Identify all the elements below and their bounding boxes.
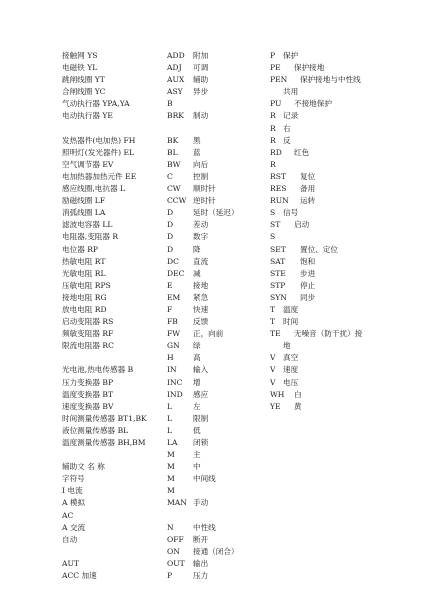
abbrev-code: CW xyxy=(167,184,181,194)
abbrev-code: R xyxy=(270,135,276,145)
term-line: 光电池,热电传感器 B xyxy=(62,365,134,375)
term-line: 电磁铁 YL xyxy=(62,63,98,73)
term-line: 压敏电阻 RPS xyxy=(62,280,111,290)
abbrev-line xyxy=(167,328,263,340)
abbrev-code: P xyxy=(270,51,276,60)
abbrev-meaning: 感应 xyxy=(193,389,209,399)
abbrev-code: RST xyxy=(270,171,286,181)
term-line: 跳闸线圈 YT xyxy=(62,75,105,85)
term-line: 速度变换器 BV xyxy=(62,401,114,411)
abbrev-line xyxy=(167,219,263,231)
abbrev-code: N xyxy=(167,522,174,532)
abbrev-line xyxy=(167,364,263,376)
abbrev-meaning: 控制 xyxy=(193,171,209,181)
term-line: 接地电阻 RG xyxy=(62,292,107,302)
abbrev-code: ASY xyxy=(167,87,183,97)
abbrev-line xyxy=(167,413,263,425)
abbrev-code: IND xyxy=(167,389,183,399)
term-line: 消弧线圈 LA xyxy=(62,208,106,218)
abbrev-line xyxy=(270,98,390,110)
abbrev-code: GN xyxy=(167,341,180,351)
abbrev-line xyxy=(167,377,263,389)
abbrev-code: IN xyxy=(167,365,177,375)
abbrev-code: H xyxy=(167,353,174,363)
term-line: 电位器 RP xyxy=(62,244,99,254)
term-line: 放电电阻 RD xyxy=(62,304,107,314)
abbrev-code: D xyxy=(167,208,174,218)
abbrev-meaning: 紧急 xyxy=(193,292,209,302)
abbrev-line xyxy=(167,437,263,449)
term-line: 电动执行器 YE xyxy=(62,111,113,121)
abbrev-line xyxy=(270,50,390,62)
abbrev-code: E xyxy=(167,280,173,290)
term-line xyxy=(62,449,162,461)
abbrev-code: L xyxy=(167,425,173,435)
abbrev-meaning: 记录 xyxy=(283,111,299,121)
abbrev-meaning: 降 xyxy=(193,244,201,254)
term-line: 温度变换器 BT xyxy=(62,389,114,399)
abbrev-meaning: 黑 xyxy=(193,135,201,145)
term-line: 字符号 xyxy=(62,474,85,484)
abbrev-meaning: 断开 xyxy=(193,534,209,544)
abbrev-meaning: 反 xyxy=(283,135,291,145)
abbrev-line xyxy=(167,86,263,98)
abbrev-line xyxy=(270,389,390,401)
abbrev-meaning: 保护接地与中性线 xyxy=(300,75,361,85)
abbrev-meaning: 高 xyxy=(193,353,201,363)
abbrev-code: ADD xyxy=(167,51,185,60)
abbrev-code: P xyxy=(167,571,173,581)
abbrev-code: R xyxy=(270,159,276,169)
abbrev-line xyxy=(167,207,263,219)
term-line: 热敏电阻 RT xyxy=(62,256,106,266)
abbrev-meaning: 辅助 xyxy=(193,75,209,85)
abbrev-meaning: 低 xyxy=(193,425,201,435)
abbrev-line xyxy=(270,328,390,340)
abbrev-meaning: 左 xyxy=(193,401,201,411)
term-line: 电阻器,变阻器 R xyxy=(62,232,119,242)
term-line: 气动执行器 YPA,YA xyxy=(62,99,130,109)
abbrev-code: OUT xyxy=(167,558,185,568)
abbrev-line xyxy=(167,497,263,509)
term-line xyxy=(62,123,162,135)
abbrev-code: PEN xyxy=(270,75,288,85)
term-line: 发热器件(电加热) FH xyxy=(62,135,136,145)
abbrev-meaning: 向后 xyxy=(193,159,209,169)
abbrev-line xyxy=(167,546,263,558)
abbrev-line xyxy=(270,401,390,413)
abbrev-meaning: 中 xyxy=(193,462,201,472)
abbrev-code: S xyxy=(270,232,276,242)
abbrev-line xyxy=(270,340,390,352)
abbrev-meaning: 停止 xyxy=(300,280,316,290)
abbrev-code: D xyxy=(167,232,174,242)
abbrev-meaning: 异步 xyxy=(193,87,209,97)
abbrev-code: RUN xyxy=(270,196,289,206)
abbrev-code: V xyxy=(270,377,276,387)
abbrev-code: M xyxy=(167,462,175,472)
term-line: A 交流 xyxy=(62,522,86,532)
abbrev-line xyxy=(270,86,390,98)
abbrev-code: R xyxy=(270,123,276,133)
abbrev-code: DC xyxy=(167,256,179,266)
abbrev-meaning: 压力 xyxy=(193,571,209,581)
term-line: 启动变阻器 RS xyxy=(62,317,114,327)
term-line: A 模拟 xyxy=(62,498,86,508)
abbrev-line xyxy=(167,534,263,546)
abbrev-line xyxy=(270,110,390,122)
abbrev-meaning: 接地 xyxy=(193,280,209,290)
abbrev-line xyxy=(167,256,263,268)
abbrev-code: T xyxy=(270,304,276,314)
abbrev-line xyxy=(167,570,263,582)
abbrev-code: D xyxy=(167,244,174,254)
term-line: 自动 xyxy=(62,534,78,544)
abbrev-line xyxy=(270,207,390,219)
abbrev-line xyxy=(270,316,390,328)
abbrev-code: SET xyxy=(270,244,286,254)
abbrev-code: AUX xyxy=(167,75,185,85)
abbrev-line xyxy=(167,123,263,135)
abbrev-line xyxy=(270,292,390,304)
abbrev-line xyxy=(167,389,263,401)
abbrev-meaning: 保护 xyxy=(283,51,299,60)
abbrev-code: FW xyxy=(167,329,181,339)
abbrev-meaning: 差动 xyxy=(193,220,209,230)
abbrev-line xyxy=(167,292,263,304)
abbrev-meaning: 正，向前 xyxy=(193,329,224,339)
term-line: 合闸线圈 YC xyxy=(62,87,106,97)
term-line: AUT xyxy=(62,558,79,568)
abbrev-meaning: 饱和 xyxy=(300,256,316,266)
abbrev-line xyxy=(167,522,263,534)
term-line: 温度测量传感器 BH,BM xyxy=(62,438,146,447)
abbrev-code: BK xyxy=(167,135,179,145)
abbrev-meaning: 红色 xyxy=(294,147,310,157)
abbrev-meaning: 运转 xyxy=(300,196,316,206)
abbrev-meaning: 绿 xyxy=(193,341,201,351)
abbrev-line xyxy=(167,316,263,328)
column-right xyxy=(270,50,390,413)
abbrev-line xyxy=(167,159,263,171)
abbrev-line xyxy=(270,231,390,243)
term-line: 频敏变阻器 RF xyxy=(62,329,114,339)
abbrev-meaning: 白 xyxy=(294,389,302,399)
abbrev-line xyxy=(270,135,390,147)
abbrev-line xyxy=(270,377,390,389)
abbrev-line xyxy=(167,147,263,159)
abbrev-line xyxy=(270,74,390,86)
abbrev-meaning: 温度 xyxy=(283,304,299,314)
abbrev-meaning: 步进 xyxy=(300,268,316,278)
abbrev-line xyxy=(167,183,263,195)
abbrev-meaning: 接通（闭合） xyxy=(193,546,239,556)
abbrev-meaning: 速度 xyxy=(283,365,299,375)
abbrev-meaning: 延时（延迟） xyxy=(193,208,239,218)
abbrev-line xyxy=(167,280,263,292)
abbrev-meaning: 输入 xyxy=(193,365,209,375)
abbrev-code: L xyxy=(167,401,173,411)
abbrev-meaning: 减 xyxy=(193,268,201,278)
abbrev-line xyxy=(167,98,263,110)
abbrev-meaning: 真空 xyxy=(283,353,299,363)
term-line: ACC 加速 xyxy=(62,571,97,581)
abbrev-code: TE xyxy=(270,329,281,339)
abbrev-meaning: 输出 xyxy=(193,558,209,568)
abbrev-code: M xyxy=(167,474,175,484)
abbrev-code: RD xyxy=(270,147,282,157)
abbrev-line xyxy=(270,147,390,159)
abbrev-line xyxy=(270,171,390,183)
abbrev-meaning: 无噪音（防干扰）接 xyxy=(294,329,363,339)
abbrev-code: D xyxy=(167,220,174,230)
abbrev-code: ON xyxy=(167,546,180,556)
term-line: 电加热器加热元件 EE xyxy=(62,171,137,181)
abbrev-line xyxy=(167,74,263,86)
abbrev-line xyxy=(167,340,263,352)
abbrev-line xyxy=(270,123,390,135)
term-line xyxy=(62,546,162,558)
abbrev-meaning: 直流 xyxy=(193,256,209,266)
abbrev-code: M xyxy=(167,486,175,496)
abbrev-line xyxy=(167,510,263,522)
term-line: 感应线圈,电抗器 L xyxy=(62,184,126,194)
abbrev-line xyxy=(270,268,390,280)
abbrev-line xyxy=(167,461,263,473)
abbrev-code: SYN xyxy=(270,292,287,302)
term-line: 辅助文 名 称 xyxy=(62,462,105,472)
abbrev-line xyxy=(270,280,390,292)
abbrev-code: L xyxy=(167,413,173,423)
abbrev-code: BL xyxy=(167,147,178,157)
abbrev-meaning: 蓝 xyxy=(193,147,201,157)
term-line: 照明灯(发光器件) EL xyxy=(62,147,135,157)
abbrev-meaning: 右 xyxy=(283,123,291,133)
abbrev-code: WH xyxy=(270,389,285,399)
abbrev-meaning: 地 xyxy=(283,341,291,351)
abbrev-meaning: 闭锁 xyxy=(193,438,209,447)
term-line: AC xyxy=(62,510,74,520)
abbrev-code: RES xyxy=(270,184,287,194)
abbrev-line xyxy=(167,473,263,485)
abbrev-code: T xyxy=(270,317,276,327)
column-left xyxy=(62,50,162,582)
abbrev-meaning: 增 xyxy=(193,377,201,387)
abbrev-code: STE xyxy=(270,268,286,278)
abbrev-line xyxy=(167,231,263,243)
abbrev-meaning: 时间 xyxy=(283,317,299,327)
abbrev-meaning: 黄 xyxy=(294,401,302,411)
abbrev-line xyxy=(167,171,263,183)
abbrev-code: EM xyxy=(167,292,181,302)
term-line: I 电流 xyxy=(62,486,83,496)
abbrev-meaning: 手动 xyxy=(193,498,209,508)
abbrev-meaning: 不接地保护 xyxy=(294,99,332,109)
abbrev-code: V xyxy=(270,353,276,363)
abbrev-line xyxy=(270,62,390,74)
abbrev-meaning: 附加 xyxy=(193,51,209,60)
term-line: 限流电阻器 RC xyxy=(62,341,114,351)
abbrev-line xyxy=(167,110,263,122)
abbrev-code: CCW xyxy=(167,196,187,206)
term-line: 空气调节器 EV xyxy=(62,159,114,169)
abbrev-code: BRK xyxy=(167,111,184,121)
abbrev-line xyxy=(167,50,263,62)
abbrev-line xyxy=(270,244,390,256)
abbrev-code: STP xyxy=(270,280,286,290)
abbrev-code: SAT xyxy=(270,256,286,266)
abbrev-line xyxy=(270,183,390,195)
abbrev-meaning: 中性线 xyxy=(193,522,216,532)
abbrev-line xyxy=(270,159,390,171)
abbrev-meaning: 可调 xyxy=(193,63,209,73)
abbrev-code: V xyxy=(270,365,276,375)
abbrev-line xyxy=(167,352,263,364)
abbrev-meaning: 限制 xyxy=(193,413,209,423)
abbrev-meaning: 复位 xyxy=(300,171,316,181)
abbrev-meaning: 快速 xyxy=(193,304,209,314)
term-line: 压力变换器 BP xyxy=(62,377,114,387)
abbrev-line xyxy=(167,558,263,570)
abbrev-code: DEC xyxy=(167,268,185,278)
abbrev-line xyxy=(167,62,263,74)
abbrev-meaning: 顺时针 xyxy=(193,184,216,194)
abbrev-line xyxy=(270,364,390,376)
abbrev-meaning: 数字 xyxy=(193,232,209,242)
abbrev-meaning: 共用 xyxy=(283,87,299,97)
term-line: 光敏电阻 RL xyxy=(62,268,106,278)
abbrev-line xyxy=(167,449,263,461)
term-line xyxy=(62,352,162,364)
term-line: 滤波电容器 LL xyxy=(62,220,113,230)
abbrev-line xyxy=(270,256,390,268)
abbrev-line xyxy=(167,195,263,207)
abbrev-line xyxy=(167,425,263,437)
abbrev-meaning: 启动 xyxy=(294,220,310,230)
abbrev-code: B xyxy=(167,99,173,109)
term-line: 时间测量传感器 BT1,BK xyxy=(62,413,147,423)
abbrev-line xyxy=(270,352,390,364)
abbrev-code: C xyxy=(167,171,173,181)
abbrev-code: MAN xyxy=(167,498,187,508)
abbrev-line xyxy=(167,244,263,256)
column-middle xyxy=(167,50,263,582)
abbrev-code: OFF xyxy=(167,534,184,544)
abbrev-code: PU xyxy=(270,99,282,109)
term-line: 励磁线圈 LF xyxy=(62,196,106,206)
abbrev-line xyxy=(167,304,263,316)
abbrev-line xyxy=(270,219,390,231)
abbrev-code: INC xyxy=(167,377,183,387)
abbrev-code: YE xyxy=(270,401,281,411)
abbrev-meaning: 主 xyxy=(193,450,201,460)
abbrev-meaning: 置位、定位 xyxy=(300,244,338,254)
abbrev-meaning: 保护接地 xyxy=(294,63,325,73)
abbrev-meaning: 中间线 xyxy=(193,474,216,484)
abbrev-meaning: 逆时针 xyxy=(193,196,216,206)
abbrev-code: R xyxy=(270,111,276,121)
abbrev-meaning: 电压 xyxy=(283,377,299,387)
abbrev-code: S xyxy=(270,208,276,218)
abbrev-line xyxy=(167,268,263,280)
abbrev-line xyxy=(167,135,263,147)
abbrev-code: PE xyxy=(270,63,281,73)
abbrev-code: ADJ xyxy=(167,63,182,73)
abbrev-code: FB xyxy=(167,317,178,327)
abbrev-code: LA xyxy=(167,438,178,447)
term-line: 液位测量传感器 BL xyxy=(62,425,129,435)
abbrev-meaning: 同步 xyxy=(300,292,316,302)
abbrev-line xyxy=(270,195,390,207)
abbrev-code: ST xyxy=(270,220,281,230)
abbrev-code: BW xyxy=(167,159,181,169)
abbrev-meaning: 反馈 xyxy=(193,317,209,327)
abbrev-line xyxy=(167,401,263,413)
abbrev-line xyxy=(270,304,390,316)
abbrev-code: F xyxy=(167,304,173,314)
abbrev-meaning: 信号 xyxy=(283,208,299,218)
term-line: 接触网 YS xyxy=(62,51,98,60)
abbrev-meaning: 制动 xyxy=(193,111,209,121)
abbrev-line xyxy=(167,485,263,497)
abbrev-code: M xyxy=(167,450,175,460)
abbrev-meaning: 备用 xyxy=(300,184,316,194)
